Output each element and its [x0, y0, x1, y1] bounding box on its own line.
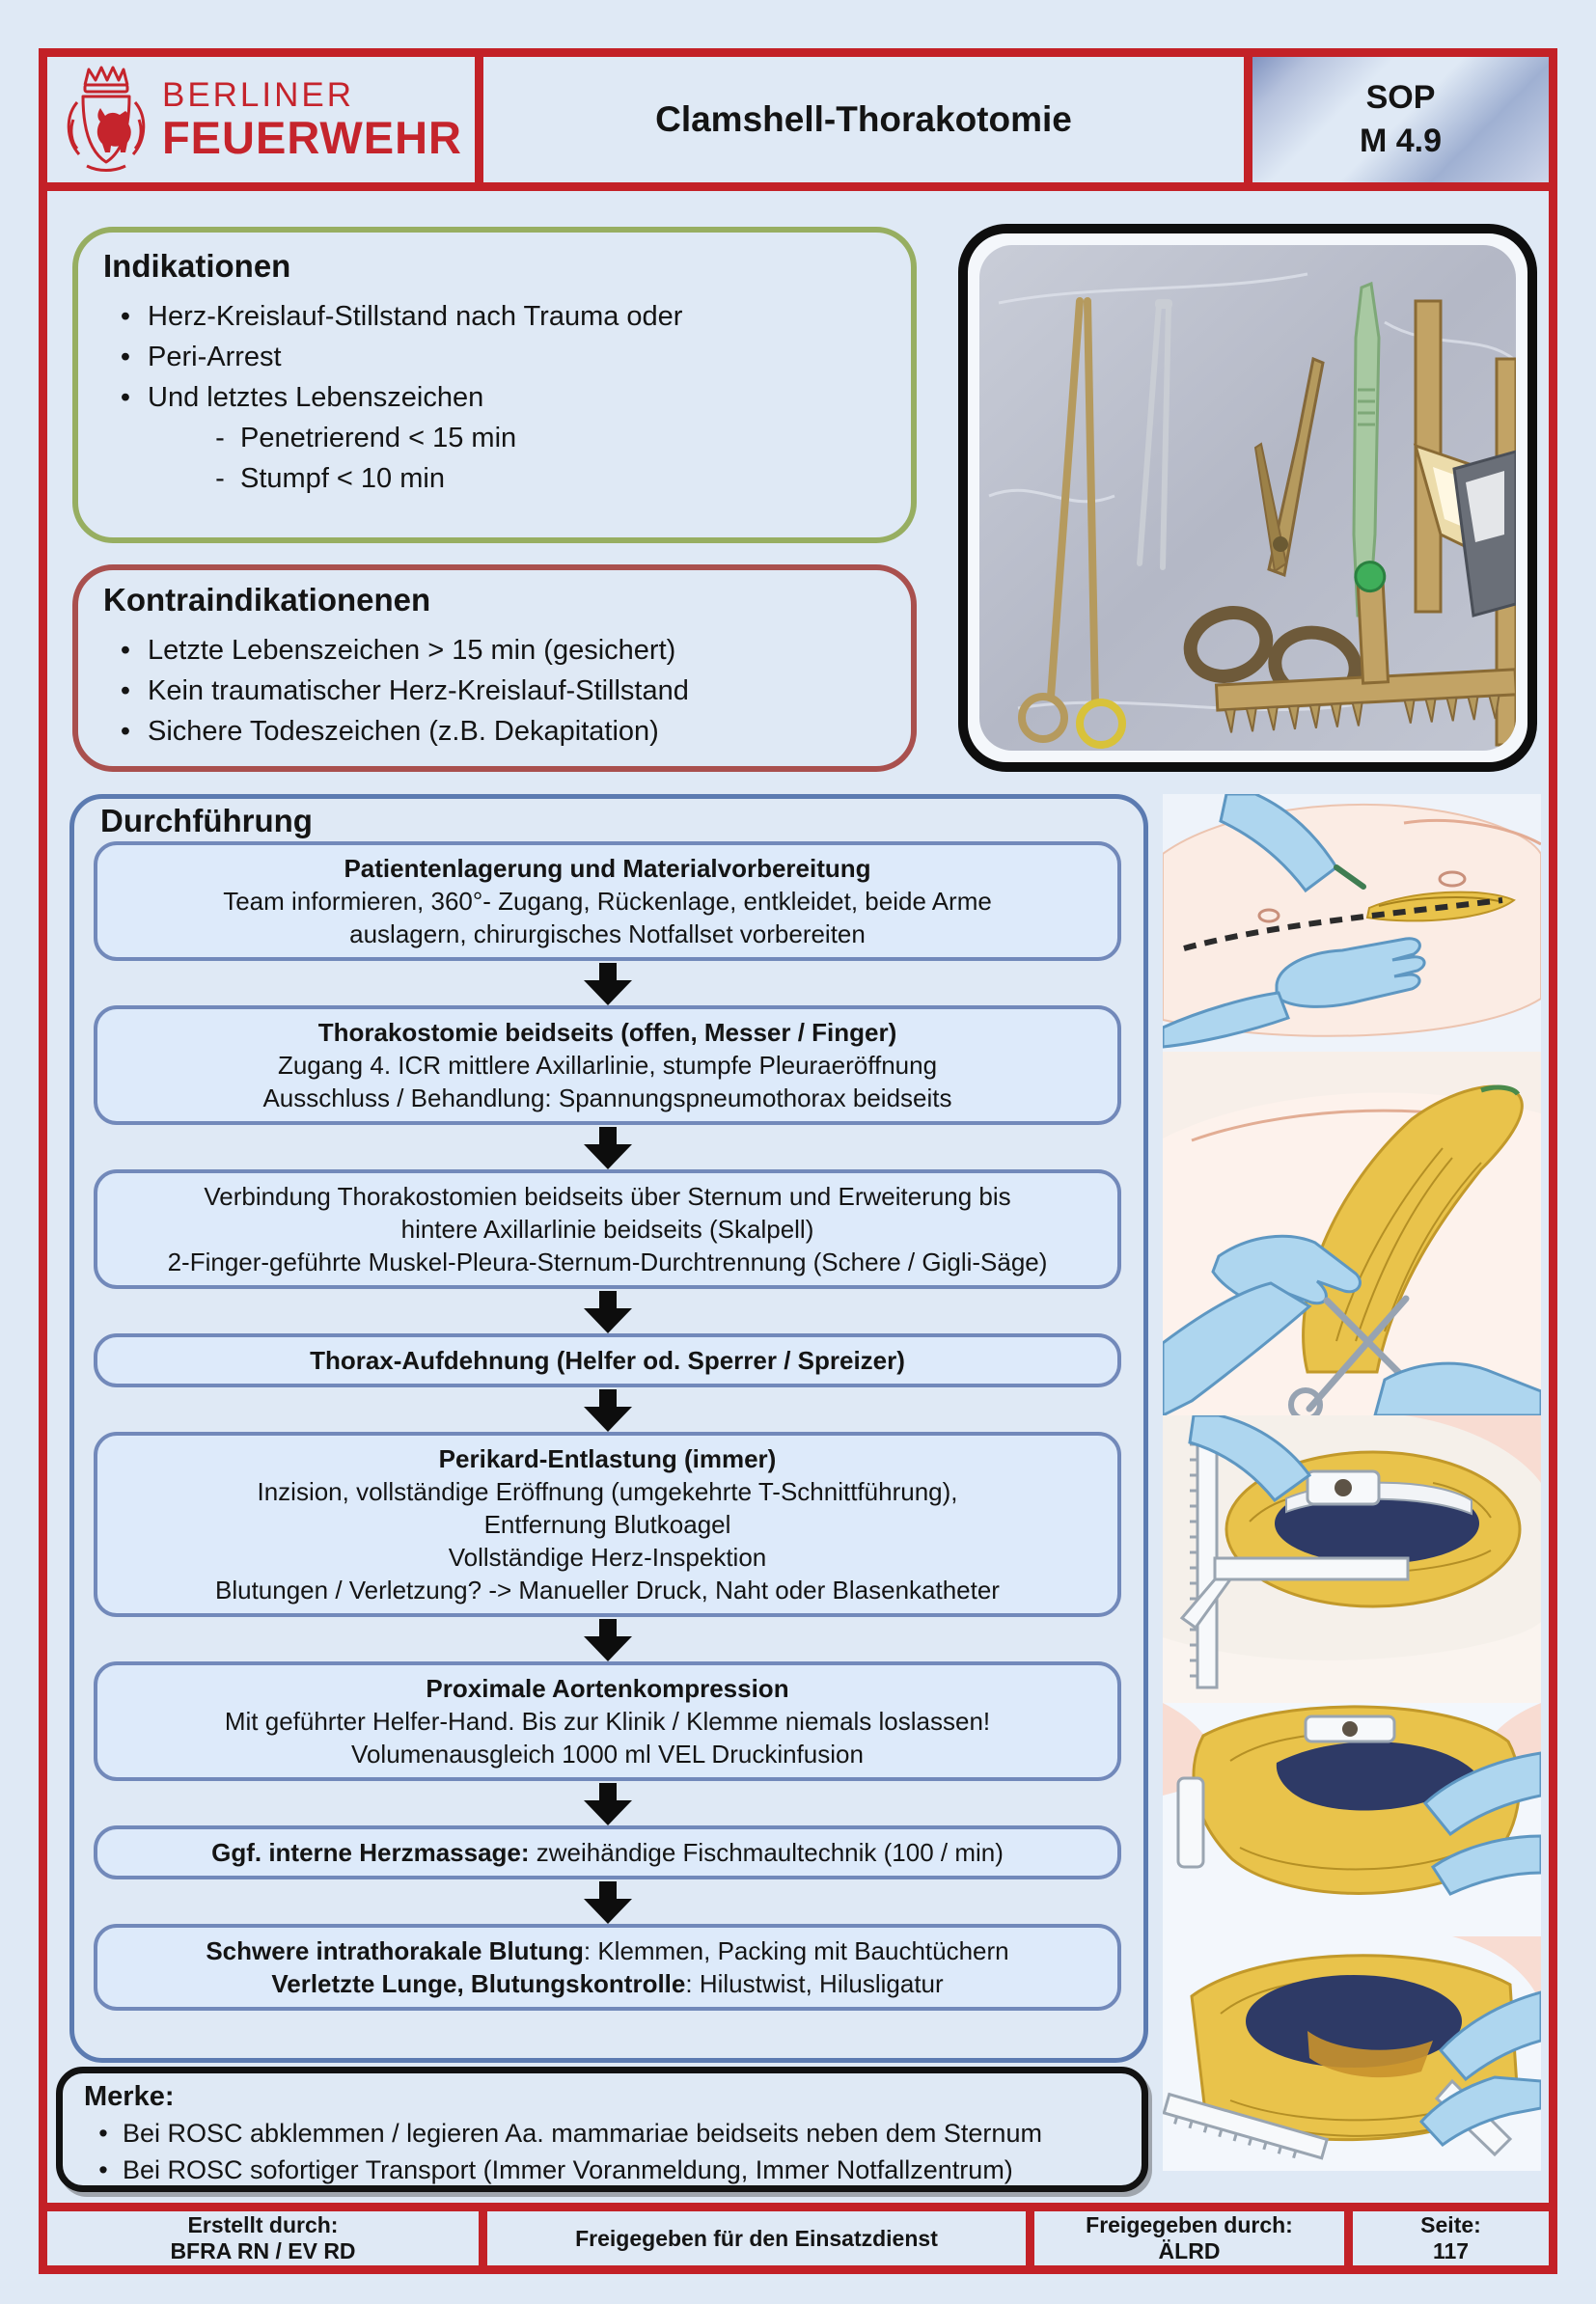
flow-step-title: Proximale Aortenkompression	[426, 1674, 789, 1703]
flow-step-title: Thorax-Aufdehnung (Helfer od. Sperrer / Spreizer)	[310, 1346, 905, 1375]
flow-step-title: Perikard-Entlastung (immer)	[438, 1444, 777, 1473]
flow-step-line: Schwere intrathorakale Blutung: Klemmen, Packing mit Bauchtüchern	[206, 1936, 1009, 1965]
list-item-text: Bei ROSC abklemmen / legieren Aa. mammariae beidseits neben dem Sternum	[123, 2119, 1042, 2148]
flow-step-line: Zugang 4. ICR mittlere Axillarlinie, stumpfe Pleuraeröffnung	[277, 1051, 938, 1080]
list-item	[103, 377, 886, 418]
flow-step-line: Vollständige Herz-Inspektion	[448, 1543, 767, 1572]
sop-number-cell	[1244, 57, 1549, 182]
header-bar	[39, 48, 1557, 191]
list-item-text: Penetrierend < 15 min	[240, 423, 517, 453]
list-item	[103, 671, 886, 711]
flow-step-6	[94, 1661, 1121, 1781]
illustration-rib-spreader	[1163, 1415, 1541, 1703]
indications-heading: Indikationen	[103, 248, 291, 284]
flow-step-line: Ggf. interne Herzmassage: zweihändige Fischmaultechnik (100 / min)	[211, 1838, 1004, 1867]
bullet-icon: •	[98, 2155, 108, 2184]
list-item	[84, 2152, 1120, 2188]
bullet-icon: •	[120, 342, 131, 372]
footer-released-by-value: ÄLRD	[1158, 2238, 1221, 2263]
arrow-down-icon	[580, 1619, 636, 1661]
flow-step-8	[94, 1924, 1121, 2011]
flow-step-line: Team informieren, 360°- Zugang, Rückenlage, entkleidet, beide Arme	[223, 887, 992, 916]
list-item-text: Stumpf < 10 min	[240, 463, 445, 494]
flow-step-4	[94, 1333, 1121, 1387]
arrow-down-icon	[580, 1881, 636, 1924]
list-item-text: Letzte Lebenszeichen > 15 min (gesichert)	[148, 635, 676, 666]
flow-step-line: Ausschluss / Behandlung: Spannungspneumothorax beidseits	[262, 1083, 952, 1112]
berlin-bear-icon	[97, 108, 131, 152]
list-item	[84, 2115, 1120, 2152]
flow-step-line: Inzision, vollständige Eröffnung (umgekehrte T-Schnittführung),	[257, 1477, 958, 1506]
flow-step-line: hintere Axillarlinie beidseits (Skalpell)	[400, 1215, 814, 1244]
note-box	[56, 2067, 1148, 2192]
berliner-feuerwehr-crest-icon	[60, 62, 149, 178]
contraindications-box	[72, 564, 917, 772]
flow-step-line: Mit geführter Helfer-Hand. Bis zur Klinik / Klemme niemals loslassen!	[224, 1707, 991, 1736]
list-item-text: Kein traumatischer Herz-Kreislauf-Stillstand	[148, 675, 689, 706]
illustration-internal-massage	[1163, 1936, 1541, 2171]
flow-step-line: Verletzte Lunge, Blutungskontrolle: Hilustwist, Hilusligatur	[271, 1969, 944, 1998]
flow-step-title: Thorakostomie beidseits (offen, Messer / Finger)	[317, 1018, 897, 1047]
contraindications-heading: Kontraindikationenen	[103, 582, 431, 617]
dash-icon: -	[215, 463, 225, 494]
list-subitem	[103, 418, 886, 458]
page-title: Clamshell-Thorakotomie	[655, 99, 1072, 139]
bullet-icon: •	[120, 675, 131, 706]
sop-label: SOP	[1365, 79, 1436, 116]
bullet-icon: •	[120, 716, 131, 747]
footer-bar	[39, 2203, 1557, 2274]
footer-released-for-text: Freigegeben für den Einsatzdienst	[575, 2225, 938, 2251]
arrow-down-icon	[580, 1291, 636, 1333]
note-heading: Merke:	[84, 2081, 175, 2112]
list-item-text: Bei ROSC sofortiger Transport (Immer Voranmeldung, Immer Notfallzentrum)	[123, 2155, 1013, 2184]
logo-line1: BERLINER	[161, 76, 355, 114]
footer-released-by-label: Freigegeben durch:	[1086, 2212, 1293, 2237]
footer-page-label: Seite:	[1420, 2212, 1481, 2237]
arrow-down-icon	[580, 963, 636, 1005]
bullet-icon: •	[120, 635, 131, 666]
footer-released-for-cell	[479, 2211, 1026, 2265]
list-item	[103, 711, 886, 752]
flow-step-line: Blutungen / Verletzung? -> Manueller Druck, Naht oder Blasenkatheter	[215, 1576, 1000, 1605]
bullet-icon: •	[120, 382, 131, 413]
procedure-heading: Durchführung	[100, 803, 313, 838]
list-item-text: Herz-Kreislauf-Stillstand nach Trauma oder	[148, 301, 683, 332]
flow-step-line: Verbindung Thorakostomien beidseits über Sternum und Erweiterung bis	[204, 1182, 1011, 1211]
list-item-text: Peri-Arrest	[148, 342, 282, 372]
illustration-chest-open-hands	[1163, 1703, 1541, 1936]
procedure-illustrations	[1163, 794, 1541, 2171]
arrow-down-icon	[580, 1389, 636, 1432]
footer-created-label: Erstellt durch:	[187, 2212, 339, 2237]
flow-step-3	[94, 1169, 1121, 1289]
logo-line2: FEUERWEHR	[161, 112, 463, 163]
flow-step-line: 2-Finger-geführte Muskel-Pleura-Sternum-Durchtrennung (Schere / Gigli-Säge)	[167, 1248, 1048, 1276]
list-subitem	[103, 458, 886, 499]
arrow-down-icon	[580, 1127, 636, 1169]
list-item	[103, 630, 886, 671]
flow-step-1	[94, 841, 1121, 961]
list-item-text: Und letztes Lebenszeichen	[148, 382, 484, 413]
list-item	[103, 296, 886, 337]
flow-step-line: Volumenausgleich 1000 ml VEL Druckinfusion	[351, 1740, 864, 1769]
indications-box	[72, 227, 917, 543]
illustration-incision-marking	[1163, 794, 1541, 1052]
flow-step-7	[94, 1825, 1121, 1879]
bullet-icon: •	[120, 301, 131, 332]
flow-step-line: auslagern, chirurgisches Notfallset vorbereiten	[349, 919, 866, 948]
flow-step-5	[94, 1432, 1121, 1617]
footer-created-cell	[47, 2211, 479, 2265]
surgical-instruments-photo	[958, 224, 1537, 772]
illustration-flap-cutting	[1163, 1052, 1541, 1415]
flow-step-line: Entfernung Blutkoagel	[483, 1510, 731, 1539]
logo-cell	[47, 57, 483, 182]
footer-page-number: 117	[1432, 2238, 1470, 2263]
dash-icon: -	[215, 423, 225, 453]
footer-created-value: BFRA RN / EV RD	[170, 2238, 356, 2263]
arrow-down-icon	[580, 1783, 636, 1825]
sop-number: M 4.9	[1359, 123, 1443, 159]
flow-step-2	[94, 1005, 1121, 1125]
bullet-icon: •	[98, 2119, 108, 2148]
footer-released-by-cell	[1026, 2211, 1344, 2265]
list-item-text: Sichere Todeszeichen (z.B. Dekapitation)	[148, 716, 659, 747]
flow-step-title: Patientenlagerung und Materialvorbereitung	[344, 854, 871, 883]
footer-page-cell	[1344, 2211, 1549, 2265]
list-item	[103, 337, 886, 377]
